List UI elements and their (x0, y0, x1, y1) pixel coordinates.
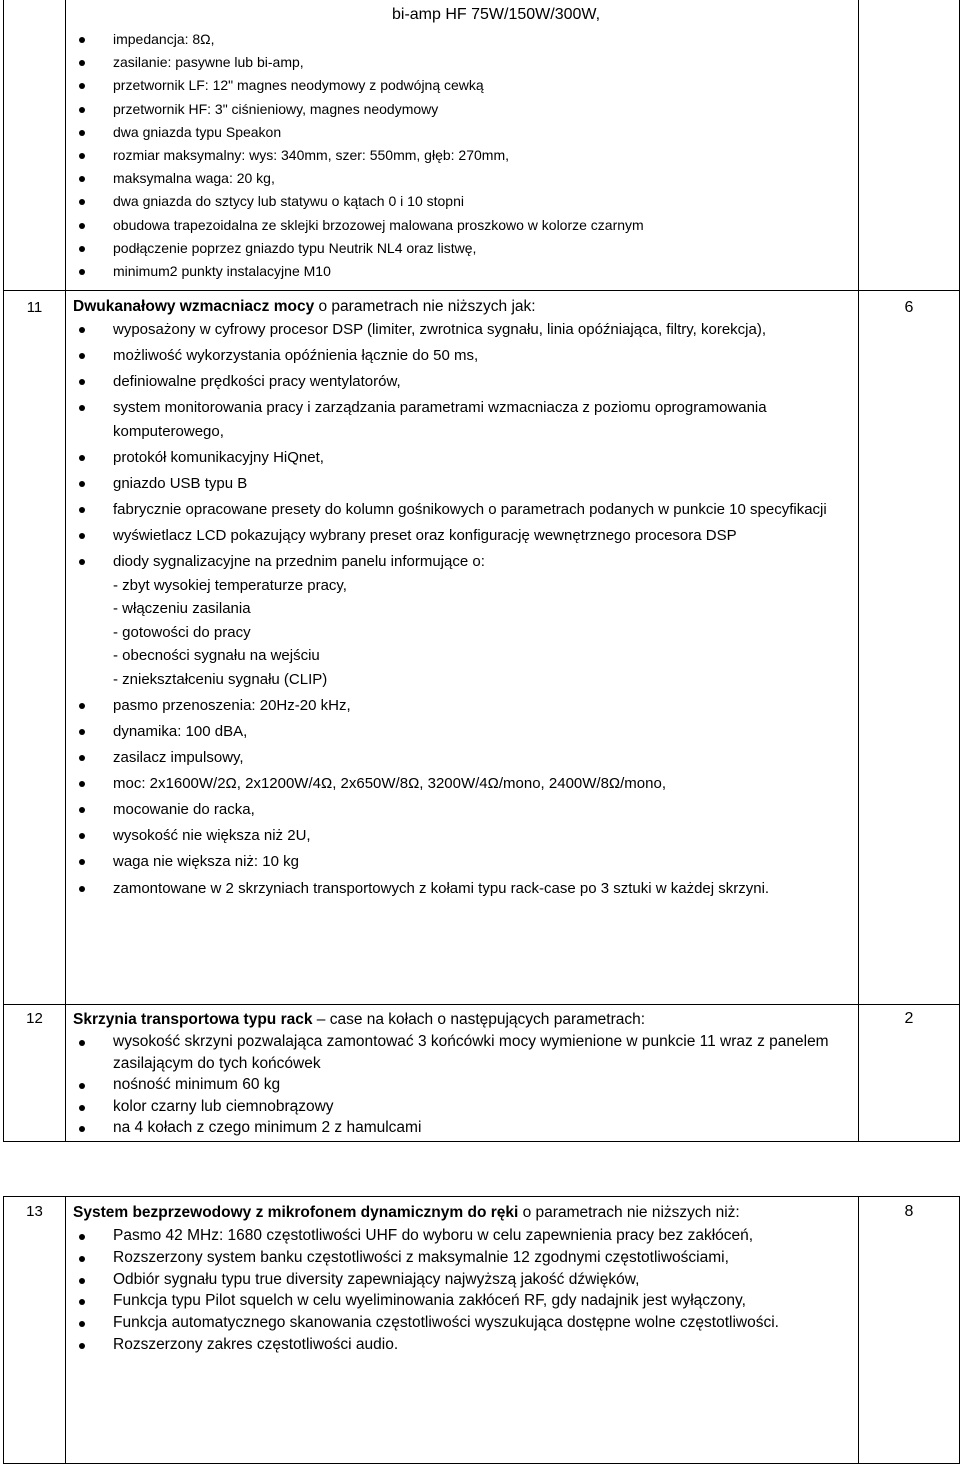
quantity-value: 2 (904, 1010, 914, 1027)
quantity-cell (859, 1005, 960, 1142)
quantity-value: 8 (904, 1203, 914, 1220)
list-item: definiowalne prędkości pracy wentylatorów, (66, 370, 858, 394)
sub-item: - włączeniu zasilania (113, 600, 251, 618)
row-description-cell (66, 0, 859, 291)
list-item: pasmo przenoszenia: 20Hz-20 kHz, (66, 694, 858, 718)
list-item: zasilacz impulsowy, (66, 746, 858, 770)
item-title-continuation: bi-amp HF 75W/150W/300W, (392, 6, 601, 23)
list-item: kolor czarny lub ciemnobrązowy (66, 1096, 858, 1118)
table-row (4, 1197, 960, 1464)
quantity-cell (859, 291, 960, 1005)
list-item: Funkcja automatycznego skanowania częstotliwości wyszukująca dostępne wolne częstotliwości. (66, 1312, 818, 1334)
list-item: wyświetlacz LCD pokazujący wybrany preset oraz konfigurację wewnętrznego procesora DSP (66, 524, 858, 548)
list-item: mocowanie do racka, (66, 798, 858, 822)
list-item: moc: 2x1600W/2Ω, 2x1200W/4Ω, 2x650W/8Ω, 3200W/4Ω/mono, 2400W/8Ω/mono, (66, 772, 858, 796)
row-number: 13 (26, 1203, 43, 1220)
sub-item: - zbyt wysokiej temperaturze pracy, (113, 576, 347, 594)
item-title (73, 1005, 858, 1031)
row-number: 11 (26, 299, 43, 316)
list-item: dwa gniazda do sztycy lub statywu o kątach 0 i 10 stopni (66, 190, 858, 213)
row-number-cell (4, 0, 66, 291)
list-item: Rozszerzony zakres częstotliwości audio. (66, 1334, 818, 1356)
quantity-value: 6 (904, 299, 914, 316)
list-item: waga nie większa niż: 10 kg (66, 850, 858, 874)
list-item: Pasmo 42 MHz: 1680 częstotliwości UHF do wyboru w celu zapewnienia pracy bez zakłóceń, (66, 1225, 818, 1247)
diodes-sublist (113, 574, 858, 692)
list-item: możliwość wykorzystania opóźnienia łącznie do 50 ms, (66, 344, 858, 368)
row-number-cell (4, 1197, 66, 1464)
spec-table-top (3, 0, 960, 1142)
parameter-list (66, 318, 858, 900)
list-item: Rozszerzony system banku częstotliwości z maksymalnie 12 zgodnymi częstotliwościami, (66, 1247, 818, 1269)
sub-item: - gotowości do pracy (113, 623, 251, 641)
list-item: zamontowane w 2 skrzyniach transportowych z kołami typu rack-case po 3 sztuki w każdej skrzyni. (66, 877, 858, 901)
list-item: obudowa trapezoidalna ze sklejki brzozowej malowana proszkowo w kolorze czarnym (66, 214, 858, 237)
row-description-cell (66, 291, 859, 1005)
row-number: 12 (26, 1010, 43, 1027)
spec-table-bottom (3, 1196, 960, 1464)
parameter-list (66, 28, 858, 283)
item-title-bold: Dwukanałowy wzmacniacz mocy (73, 298, 315, 315)
list-item: wysokość skrzyni pozwalająca zamontować 3 końcówki mocy wymienione w punkcie 11 wraz z panelem zasilającym do tych końcówek (66, 1031, 858, 1074)
list-item: maksymalna waga: 20 kg, (66, 167, 858, 190)
list-item: wysokość nie większa niż 2U, (66, 824, 858, 848)
row-description-cell (66, 1197, 859, 1464)
item-title-rest: o parametrach nie niższych jak: (314, 298, 536, 315)
list-item: zasilanie: pasywne lub bi-amp, (66, 51, 858, 74)
item-title (73, 1197, 828, 1223)
list-item: przetwornik LF: 12" magnes neodymowy z podwójną cewką (66, 74, 858, 97)
row-description-cell (66, 1005, 859, 1142)
list-item: impedancja: 8Ω, (66, 28, 858, 51)
table-row (4, 0, 960, 291)
row-number-cell (4, 291, 66, 1005)
parameter-list (66, 1031, 858, 1139)
item-title-rest: o parametrach nie niższych niż: (518, 1204, 740, 1221)
list-item: dynamika: 100 dBA, (66, 720, 858, 744)
sub-item: - zniekształceniu sygnału (CLIP) (113, 670, 328, 688)
list-item: podłączenie poprzez gniazdo typu Neutrik NL4 oraz listwę, (66, 237, 858, 260)
list-item: przetwornik HF: 3" ciśnieniowy, magnes neodymowy (66, 98, 858, 121)
list-item: na 4 kołach z czego minimum 2 z hamulcami (66, 1117, 858, 1139)
list-item: rozmiar maksymalny: wys: 340mm, szer: 550mm, głęb: 270mm, (66, 144, 858, 167)
list-item: dwa gniazda typu Speakon (66, 121, 858, 144)
item-title-rest: – case na kołach o następujących parametrach: (312, 1011, 646, 1028)
list-item: minimum2 punkty instalacyjne M10 (66, 260, 858, 283)
sub-item: - obecności sygnału na wejściu (113, 647, 320, 665)
list-item: Odbiór sygnału typu true diversity zapewniający najwyższą jakość dźwięków, (66, 1269, 818, 1291)
parameter-list (66, 1225, 818, 1356)
table-row (4, 1005, 960, 1142)
list-item: fabrycznie opracowane presety do kolumn gośnikowych o parametrach podanych w punkcie 10 specyfikacji (66, 498, 858, 522)
item-title (73, 291, 858, 318)
list-item: wyposażony w cyfrowy procesor DSP (limiter, zwrotnica sygnału, linia opóźniająca, filtry, korekcja), (66, 318, 858, 342)
list-item: system monitorowania pracy i zarządzania parametrami wzmacniacza z poziomu oprogramowania komputerowego, (66, 396, 858, 443)
row-number-cell (4, 1005, 66, 1142)
item-title-bold: Skrzynia transportowa typu rack (73, 1011, 313, 1028)
list-item: Funkcja typu Pilot squelch w celu wyeliminowania zakłóceń RF, gdy nadajnik jest wyłączony, (66, 1290, 818, 1312)
quantity-cell (859, 1197, 960, 1464)
table-row (4, 291, 960, 1005)
item-title-bold: System bezprzewodowy z mikrofonem dynamicznym do ręki (73, 1204, 519, 1221)
quantity-cell (859, 0, 960, 291)
list-item: gniazdo USB typu B (66, 472, 858, 496)
diodes-label: diody sygnalizacyjne na przednim panelu informujące o: (113, 553, 485, 571)
list-item: protokół komunikacyjny HiQnet, (66, 446, 858, 470)
list-item-diodes (66, 550, 858, 691)
list-item: nośność minimum 60 kg (66, 1074, 858, 1096)
